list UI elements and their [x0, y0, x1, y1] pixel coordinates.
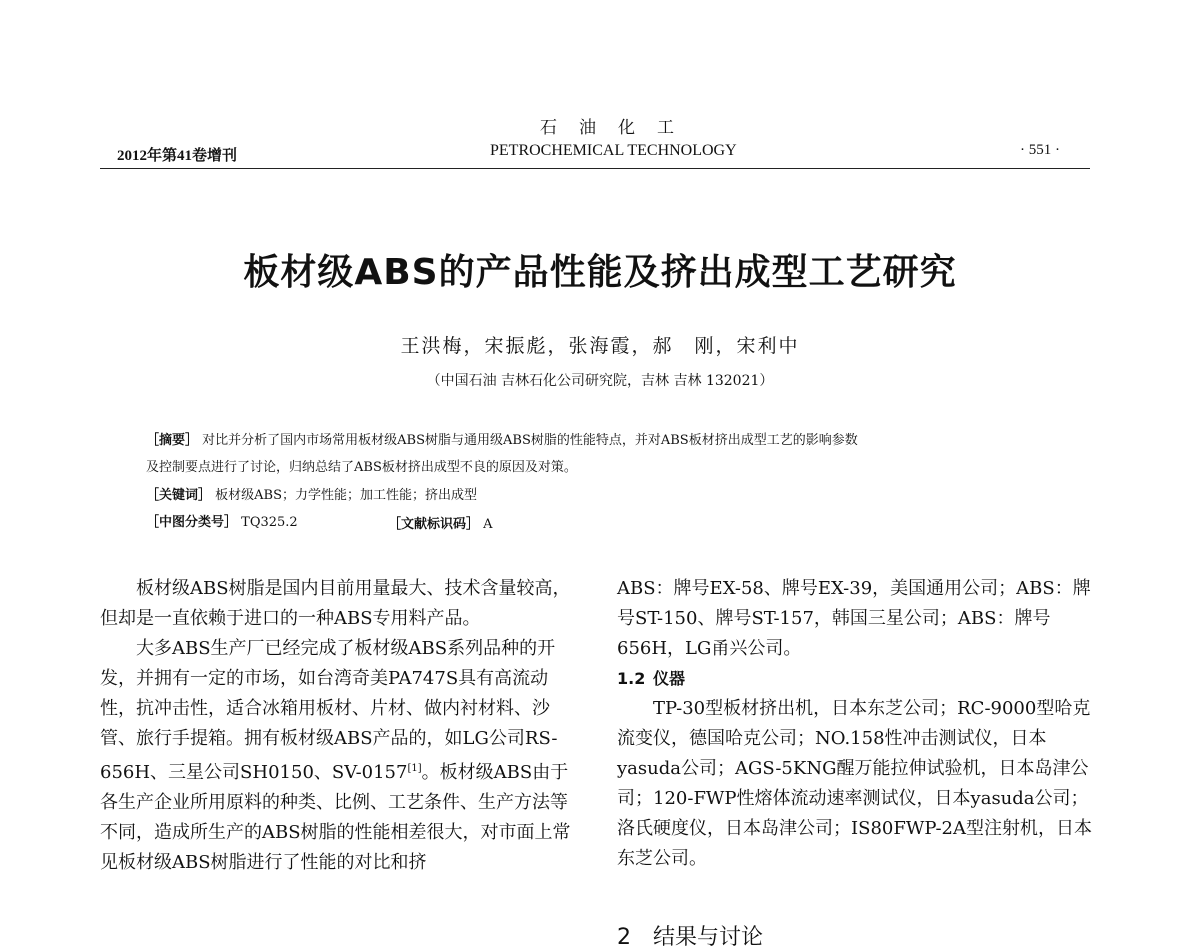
- abstract-line-1: [146, 431, 1066, 451]
- classification-label: ［中图分类号］: [146, 515, 238, 530]
- journal-name-english: PETROCHEMICAL TECHNOLOGY: [490, 142, 737, 159]
- abstract-text-2: 及控制要点进行了讨论，归纳总结了ABS板材挤出成型不良的原因及对策。: [146, 460, 577, 475]
- left-column: [100, 574, 578, 878]
- section-heading-1-2: [617, 664, 1095, 694]
- left-paragraph-1: 板材级ABS树脂是国内目前用量最大、技术含量较高，但却是一直依赖于进口的一种ABS专用料产品。: [100, 578, 571, 629]
- page-number: · 551 ·: [1020, 142, 1060, 158]
- left-paragraph-2-text-a: 大多ABS生产厂已经完成了板材级ABS系列品种的开发，并拥有一定的市场，如台湾奇美PA747S具有高流动性，抗冲击性，适合冰箱用板材、片材、做内衬材料、沙管、旅行手提箱。拥有板材级ABS产品的，如LG公司RS-656H、三星公司SH0150、SV-0157: [100, 638, 558, 783]
- section-number: 1.2: [617, 669, 646, 688]
- keywords: [146, 486, 477, 506]
- document-id: [388, 513, 493, 532]
- right-paragraph-2: TP-30型板材挤出机，日本东芝公司；RC-9000型哈克流变仪，德国哈克公司；NO.158性冲击测试仪，日本yasuda公司；AGS-5KNG醒万能拉伸试验机，日本岛津公司；120-FWP性熔体流动速率测试仪，日本yasuda公司；洛氏硬度仪，日本岛津公司；IS80FWP-2A型注射机，日本东芝公司。: [617, 698, 1092, 869]
- issue-info: 2012年第41卷增刊: [117, 148, 238, 164]
- left-paragraph-2-text-b: 。板材级ABS由于各生产企业所用原料的种类、比例、工艺条件、生产方法等不同，造成所生产的ABS树脂的性能相差很大，对市面上常见板材级ABS树脂进行了性能的对比和挤: [100, 762, 571, 873]
- abstract-label: ［摘要］: [146, 433, 199, 448]
- article-authors: 王洪梅，宋振彪，张海霞，郝 刚，宋利中: [400, 335, 800, 357]
- citation-ref: [1]: [407, 763, 422, 774]
- classification-value: TQ325.2: [241, 515, 298, 530]
- journal-name-chinese: 石油化工: [540, 118, 696, 138]
- section-heading-2: 2 结果与讨论: [617, 925, 763, 950]
- left-paragraph-2: [100, 634, 578, 878]
- section-title: 仪器: [653, 669, 686, 688]
- right-column: [617, 574, 1095, 874]
- author-affiliation: （中国石油 吉林石化公司研究院，吉林 吉林 132021）: [426, 373, 774, 389]
- document-id-value: A: [483, 517, 493, 532]
- right-paragraph-1: ABS：牌号EX-58、牌号EX-39，美国通用公司；ABS：牌号ST-150、牌号ST-157，韩国三星公司；ABS：牌号656H，LG甬兴公司。: [617, 578, 1091, 659]
- document-id-label: ［文献标识码］: [388, 517, 480, 532]
- keywords-label: ［关键词］: [146, 488, 212, 503]
- keywords-text: 板材级ABS；力学性能；加工性能；挤出成型: [215, 488, 478, 503]
- article-title: 板材级ABS的产品性能及挤出成型工艺研究: [243, 252, 957, 293]
- header-rule: [100, 168, 1090, 169]
- abstract-text-1: 对比并分析了国内市场常用板材级ABS树脂与通用级ABS树脂的性能特点，并对ABS板材挤出成型工艺的影响参数: [202, 433, 858, 448]
- classification: [146, 513, 298, 533]
